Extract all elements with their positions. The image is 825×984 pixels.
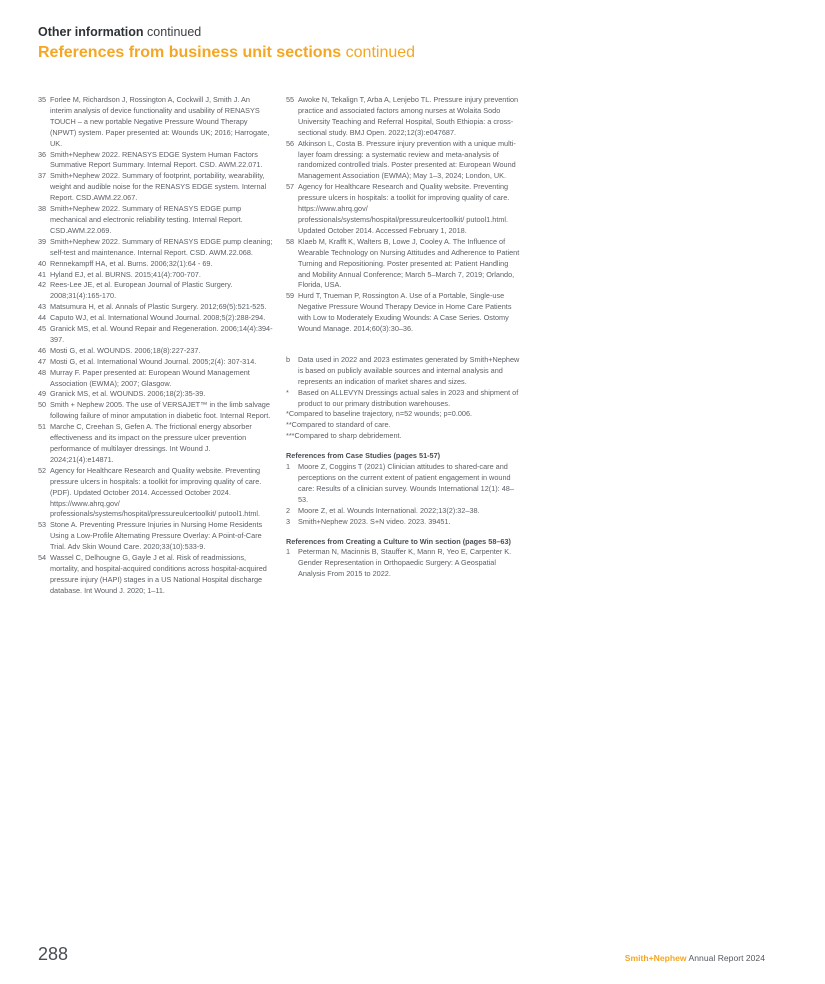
reference-text: Agency for Healthcare Research and Quality website. Preventing pressure ulcers in hospitals: a toolkit for improving quality of care. https://www.ahrq.gov/ professionals/systems/hospital/pressureulcertoolkit/ putool1.html. Updated October 2014. Accessed February 1, 2018. xyxy=(298,182,510,235)
reference-item xyxy=(38,520,273,553)
reference-item xyxy=(38,280,273,302)
reference-list-continued xyxy=(286,95,521,335)
reference-number: 38 xyxy=(38,204,47,214)
reference-number: 40 xyxy=(38,258,47,268)
reference-text: Agency for Healthcare Research and Quality website. Preventing pressure ulcers in hospitals: a toolkit for improving quality of care. (PDF). Updated October 2014. Accessed October 2024. https://www.ahrq.gov/ professionals/systems/hospital/pressureulcertoolkit/ putool1.html. xyxy=(50,465,262,519)
case-studies-heading: References from Case Studies (pages 51-57) xyxy=(286,451,441,461)
reference-number: 59 xyxy=(286,291,295,301)
reference-number: 55 xyxy=(286,95,295,104)
footer-report: Annual Report 2024 xyxy=(688,953,765,963)
references-column-left xyxy=(38,95,273,597)
footnote-text: Based on ALLEVYN Dressings actual sales in 2023 and shipment of product to our primary distribution warehouses. xyxy=(298,387,519,408)
reference-number: 45 xyxy=(38,324,47,334)
footnote-b xyxy=(286,355,521,388)
reference-number: 56 xyxy=(286,138,295,148)
reference-item xyxy=(38,302,273,313)
footnote-mark: * xyxy=(286,387,289,397)
reference-number: 44 xyxy=(38,313,47,323)
reference-text: Moore Z, Coggins T (2021) Clinician attitudes to shared-care and perceptions on the current extent of patient engagement in wound care: Results of a clinician survey. Wounds International 12(1): 48–53. xyxy=(298,462,514,504)
reference-item xyxy=(286,237,521,292)
reference-number: 1 xyxy=(286,462,291,472)
reference-text: Granick MS, et al. Wound Repair and Regeneration. 2006;14(4):394-397. xyxy=(50,324,273,344)
reference-item xyxy=(38,422,273,466)
reference-item xyxy=(286,182,521,237)
reference-text: Hyland EJ, et al. BURNS. 2015;41(4):700-707. xyxy=(50,269,201,279)
culture-list xyxy=(286,547,521,580)
reference-number: 39 xyxy=(38,236,47,246)
footer-brand: Smith+Nephew xyxy=(624,953,687,963)
footnote-mark: b xyxy=(286,354,291,364)
reference-number: 53 xyxy=(38,520,47,530)
reference-text: Granick MS, et al. WOUNDS. 2006;18(2):35-39. xyxy=(50,389,206,399)
page-title-main: References from business unit sections xyxy=(38,44,342,61)
reference-number: 35 xyxy=(38,95,47,104)
reference-item xyxy=(38,270,273,281)
reference-text: Smith+Nephew 2022. Summary of footprint, portability, wearability, weight and audible noise for the RENASYS EDGE system. Internal Report. CSD.AWM.22.067. xyxy=(50,171,267,203)
reference-item xyxy=(286,462,521,506)
reference-text: Peterman N, Macinnis B, Stauffer K, Mann R, Yeo E, Carpenter K. Gender Representation in Orthopaedic Surgery: A Geospatial Analysis From 2015 to 2022. xyxy=(298,547,512,579)
footnote-star3: ***Compared to sharp debridement. xyxy=(286,431,402,441)
reference-number: 1 xyxy=(286,547,291,557)
reference-text: Smith+Nephew 2022. RENASYS EDGE System Human Factors Summative Report Summary. Internal Report. CSD. AWM.22.071. xyxy=(50,149,263,170)
reference-item xyxy=(38,368,273,390)
reference-item xyxy=(38,171,273,204)
section-name: Other information xyxy=(38,25,144,39)
reference-text: Klaeb M, Krafft K, Walters B, Lowe J, Cooley A. The Influence of Wearable Technology on Nursing Attitudes and Adherence to Patient Turning and Repositioning. Poster presented at: Patient Handling and Mobility Annual Conference; March 5–March 7, 2019; Orlando, Florida, USA. xyxy=(298,236,520,290)
reference-number: 42 xyxy=(38,280,47,290)
reference-text: Rennekampff HA, et al. Burns. 2006;32(1):64 - 69. xyxy=(50,258,213,268)
reference-text: Smith+Nephew 2023. S+N video. 2023. 39451. xyxy=(298,516,451,526)
reference-number: 41 xyxy=(38,269,47,279)
reference-text: Smith + Nephew 2005. The use of VERSAJET™ in the limb salvage following failure of minor amputation in diabetic foot. Internal Report. xyxy=(50,400,271,421)
reference-text: Hurd T, Trueman P, Rossington A. Use of a Portable, Single-use Negative Pressure Wound Therapy Device in Home Care Patients with Low to Moderately Exuding Wounds: A Case Series. Ostomy Wound Manage. 2014;60(3):30–36. xyxy=(298,291,512,334)
reference-item xyxy=(38,237,273,259)
reference-text: Murray F. Paper presented at: European Wound Management Association (EWMA); 2007; Glasgow. xyxy=(50,367,250,388)
reference-text: Smith+Nephew 2022. Summary of RENASYS EDGE pump mechanical and electronic reliability testing. Internal Report. CSD.AWM.22.069. xyxy=(50,204,243,235)
reference-number: 46 xyxy=(38,345,47,355)
reference-number: 48 xyxy=(38,367,47,377)
footnote-star2: **Compared to standard of care. xyxy=(286,420,391,430)
reference-text: Matsumura H, et al. Annals of Plastic Surgery. 2012;69(5):521-525. xyxy=(50,302,267,312)
reference-item xyxy=(286,506,521,517)
page-title xyxy=(38,44,415,62)
reference-text: Rees-Lee JE, et al. European Journal of Plastic Surgery. 2008;31(4):165-170. xyxy=(50,280,233,301)
footnote-text: Data used in 2022 and 2023 estimates generated by Smith+Nephew is based on publicly available sources and internal analysis and represents an indication of market shares and sizes. xyxy=(298,354,520,386)
reference-item xyxy=(286,139,521,183)
footnote-star xyxy=(286,388,521,410)
reference-number: 43 xyxy=(38,302,47,312)
reference-item xyxy=(38,553,273,597)
reference-item xyxy=(286,291,521,335)
reference-item xyxy=(286,517,521,528)
reference-text: Mosti G, et al. WOUNDS. 2006;18(8):227-237. xyxy=(50,345,201,355)
reference-number: 47 xyxy=(38,356,47,366)
reference-item xyxy=(38,259,273,270)
reference-number: 36 xyxy=(38,149,47,159)
reference-item xyxy=(38,346,273,357)
reference-text: Moore Z, et al. Wounds International. 2022;13(2):32–38. xyxy=(298,505,480,515)
reference-item xyxy=(38,95,273,150)
reference-number: 2 xyxy=(286,505,291,515)
section-suffix: continued xyxy=(147,25,202,39)
reference-text: Marche C, Creehan S, Gefen A. The frictional energy absorber effectiveness and its impact on the pressure ulcer prevention performance of multilayer dressings. Int Wound J. 2024;21(4):e14871. xyxy=(50,422,252,464)
reference-number: 58 xyxy=(286,236,295,246)
reference-text: Awoke N, Tekalign T, Arba A, Lenjebo TL. Pressure injury prevention practice and associated factors among nurses at Wolaita Sodo University Teaching and Referral Hospital, South Ethiopia: a cross-sectional study. BMJ Open. 2022;12(3):e047687. xyxy=(298,95,519,137)
reference-item xyxy=(38,466,273,521)
reference-text: Atkinson L, Costa B. Pressure injury prevention with a unique multi-layer foam dressing: a systematic review and meta-analysis of randomized controlled trials. Poster presented at: European Wound Management Association (EWMA); May 1–3, 2024; London, UK. xyxy=(298,138,516,181)
reference-item xyxy=(38,357,273,368)
culture-heading: References from Creating a Culture to Win section (pages 58–63) xyxy=(286,536,511,546)
reference-number: 50 xyxy=(38,400,47,410)
reference-item xyxy=(38,389,273,400)
reference-text: Forlee M, Richardson J, Rossington A, Cockwill J, Smith J. An interim analysis of device functionality and usability of RENASYS TOUCH – a new portable Negative Pressure Wound Therapy (NPWT) system. Paper presented at: Wounds UK; 2016; Harrogate, UK. xyxy=(50,95,270,148)
reference-item xyxy=(286,95,521,139)
reference-item xyxy=(38,324,273,346)
reference-text: Mosti G, et al. International Wound Journal. 2005;2(4): 307-314. xyxy=(50,356,257,366)
section-label xyxy=(38,25,201,39)
reference-text: Stone A. Preventing Pressure Injuries in Nursing Home Residents Using a Low-Profile Alternating Pressure Overlay: A Point-of-Care Trial. Adv Skin Wound Care. 2020;33(10):533-9. xyxy=(50,520,263,552)
reference-number: 52 xyxy=(38,465,47,475)
reference-item xyxy=(286,547,521,580)
reference-text: Smith+Nephew 2022. Summary of RENASYS EDGE pump cleaning; self-test and maintenance. Internal Report. CSD. AWM.22.068. xyxy=(50,236,273,257)
reference-item xyxy=(38,400,273,422)
reference-number: 3 xyxy=(286,516,291,526)
reference-item xyxy=(38,204,273,237)
reference-number: 51 xyxy=(38,422,47,432)
reference-item xyxy=(38,313,273,324)
references-column-right xyxy=(286,95,521,580)
reference-text: Caputo WJ, et al. International Wound Journal. 2008;5(2):288-294. xyxy=(50,313,266,323)
page-title-suffix: continued xyxy=(345,44,416,61)
case-studies-list xyxy=(286,462,521,527)
reference-text: Wassel C, Delhougne G, Gayle J et al. Risk of readmissions, mortality, and hospital-acquired conditions across hospital-acquired pressure injury (HAPI) stages in a US National Hospital discharge database. Int Wound J. 2020; 1–11. xyxy=(50,553,267,595)
reference-number: 54 xyxy=(38,553,47,563)
footer xyxy=(625,953,765,963)
reference-number: 37 xyxy=(38,171,47,181)
footnote-star1: *Compared to baseline trajectory, n=52 wounds; p=0.006. xyxy=(286,409,473,419)
page-number: 288 xyxy=(38,944,69,964)
reference-number: 49 xyxy=(38,389,47,399)
reference-item xyxy=(38,150,273,172)
reference-number: 57 xyxy=(286,182,295,192)
